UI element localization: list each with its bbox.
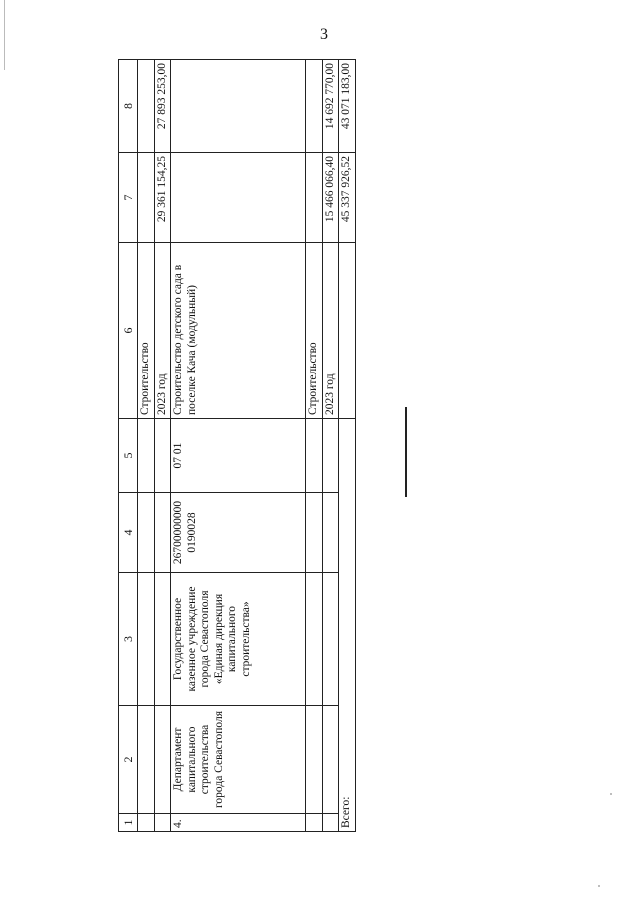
table-container bbox=[118, 60, 356, 832]
year-label-2: 2023 год bbox=[322, 243, 339, 419]
department-cell: Департамент капитального строительства города Севастополя bbox=[171, 706, 306, 814]
code-cell: 26700000000 0190028 bbox=[171, 493, 306, 573]
col-number-8: 8 bbox=[119, 60, 138, 153]
section-code-cell: 07 01 bbox=[171, 419, 306, 493]
row-number: 4. bbox=[171, 814, 306, 832]
scan-edge-line bbox=[4, 0, 5, 70]
description-cell: Строительство детского сада в поселке Кача (модульный) bbox=[171, 243, 306, 419]
institution-cell: Государственное казенное учреждение города Севастополя «Единая дирекция капитального строительства» bbox=[171, 573, 306, 706]
section-label-1: Строительство bbox=[138, 243, 155, 419]
year-value-col8-b: 14 692 770,00 bbox=[322, 60, 339, 153]
col-number-3: 3 bbox=[119, 573, 138, 706]
col-number-5: 5 bbox=[119, 419, 138, 493]
section-row-1 bbox=[138, 60, 155, 832]
col-number-4: 4 bbox=[119, 493, 138, 573]
col-number-6: 6 bbox=[119, 243, 138, 419]
separator-rule bbox=[405, 407, 407, 497]
section-row-2 bbox=[306, 60, 323, 832]
year-value-col7: 29 361 154,25 bbox=[154, 153, 171, 243]
col-number-1: 1 bbox=[119, 814, 138, 832]
year-row-2 bbox=[322, 60, 339, 832]
year-value-col8: 27 893 253,00 bbox=[154, 60, 171, 153]
budget-table bbox=[118, 59, 356, 832]
column-numbers-row bbox=[119, 60, 138, 832]
year-row-1 bbox=[154, 60, 171, 832]
page-number: 3 bbox=[320, 26, 328, 43]
total-label: Всего: bbox=[339, 419, 356, 832]
year-value-col7-b: 15 466 066,40 bbox=[322, 153, 339, 243]
scan-speck bbox=[610, 793, 612, 795]
year-label-1: 2023 год bbox=[154, 243, 171, 419]
scan-speck bbox=[598, 885, 600, 887]
col-number-2: 2 bbox=[119, 706, 138, 814]
table-row bbox=[171, 60, 306, 832]
col-number-7: 7 bbox=[119, 153, 138, 243]
section-label-2: Строительство bbox=[306, 243, 323, 419]
total-row bbox=[339, 60, 356, 832]
total-col8: 43 071 183,00 bbox=[339, 60, 356, 153]
total-col7: 45 337 926,52 bbox=[339, 153, 356, 243]
